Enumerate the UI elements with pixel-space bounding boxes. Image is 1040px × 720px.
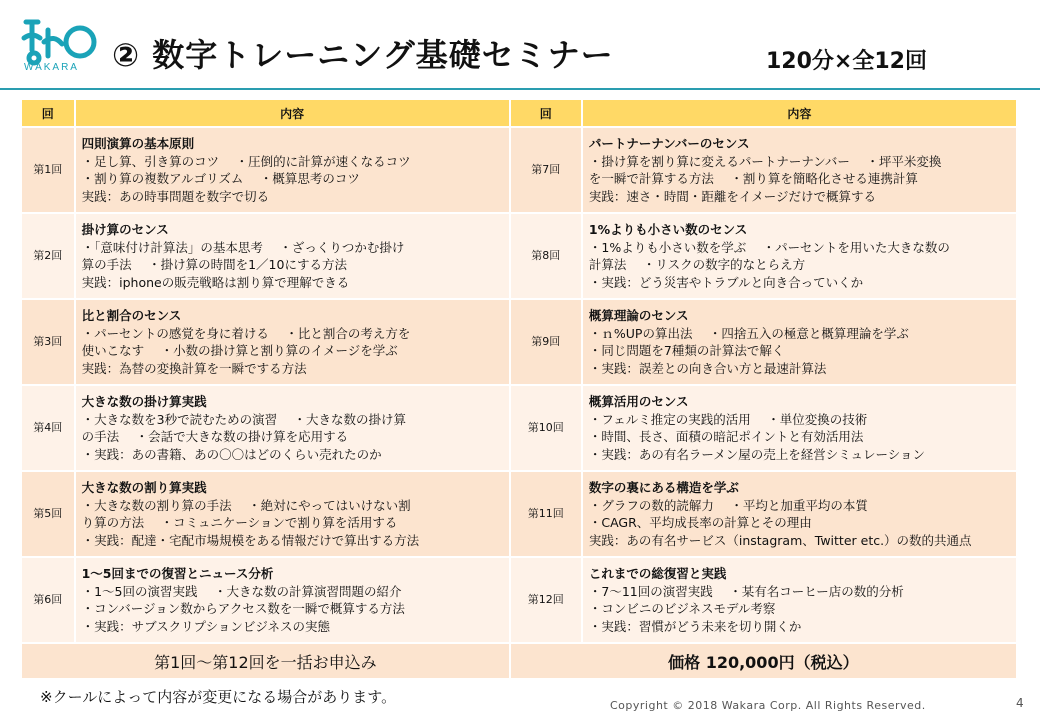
session-number: 第6回 (21, 557, 75, 643)
session-detail-line: 実践：速さ・時間・距離をイメージだけで概算する (588, 188, 877, 204)
session-content (582, 127, 1017, 213)
session-content (75, 127, 510, 213)
session-title: 1～5回までの復習とニュース分析 (81, 566, 274, 581)
session-title: 1%よりも小さい数のセンス (588, 222, 748, 237)
session-detail-line: ・コンビニのビジネスモデル考察 (588, 601, 776, 616)
session-detail-line: ・「意味付け計算法」の基本思考 ・ざっくりつかむ掛け (81, 239, 405, 255)
table-row (21, 385, 1017, 471)
session-detail-line: り算の方法 ・コミュニケーションで割り算を活用する (81, 515, 398, 530)
session-detail-line: ・パーセントの感覚を身に着ける ・比と割合の考え方を (81, 325, 411, 341)
header-content-right: 内容 (582, 99, 1017, 127)
session-content (75, 385, 510, 471)
session-detail-line: ・ｎ%UPの算出法 ・四捨五入の極意と概算理論を学ぶ (588, 325, 909, 341)
session-detail-line: 使いこなす ・小数の掛け算と割り算のイメージを学ぶ (81, 343, 398, 358)
session-detail-line: ・実践：配達・宅配市場規模をある情報だけで算出する方法 (81, 532, 420, 548)
session-detail-line: 実践：為替の変換計算を一瞬でする方法 (81, 360, 307, 376)
session-title: 概算理論のセンス (588, 308, 689, 323)
table-footer-row (21, 643, 1017, 679)
session-detail-line: ・フェルミ推定の実践的活用 ・単位変換の技術 (588, 411, 868, 427)
session-content (582, 299, 1017, 385)
session-detail-line: ・実践：あの有名ラーメン屋の売上を経営シミュレーション (588, 446, 926, 462)
table-row (21, 299, 1017, 385)
session-detail-line: を一瞬で計算する方法 ・割り算を簡略化させる連携計算 (588, 171, 918, 186)
session-number: 第3回 (21, 299, 75, 385)
session-detail-line: 計算法 ・リスクの数字的なとらえ方 (588, 257, 806, 272)
session-title: 比と割合のセンス (81, 308, 182, 323)
session-number: 第12回 (510, 557, 582, 643)
session-detail-line: の手法 ・会話で大きな数の掛け算を応用する (81, 429, 349, 444)
session-number: 第2回 (21, 213, 75, 299)
session-title: 掛け算のセンス (81, 222, 169, 237)
content-change-note: ※クールによって内容が変更になる場合があります。 (40, 688, 397, 706)
session-detail-line: 算の手法 ・掛け算の時間を1／10にする方法 (81, 257, 347, 272)
table-row (21, 213, 1017, 299)
page-title: ② 数字トレーニング基礎セミナー (112, 36, 614, 74)
header-num-right: 回 (510, 99, 582, 127)
page-subtitle: 120分×全12回 (766, 49, 927, 74)
session-title: 大きな数の掛け算実践 (81, 394, 207, 409)
session-detail-line: ・足し算、引き算のコツ ・圧倒的に計算が速くなるコツ (81, 153, 411, 169)
session-content (582, 557, 1017, 643)
slide-header (0, 0, 1040, 88)
table-row (21, 127, 1017, 213)
session-number: 第11回 (510, 471, 582, 557)
session-number: 第4回 (21, 385, 75, 471)
table-header-row (21, 99, 1017, 127)
session-title: 四則演算の基本原則 (81, 136, 195, 151)
session-detail-line: ・7～11回の演習実践 ・某有名コーヒー店の数的分析 (588, 583, 904, 599)
session-number: 第5回 (21, 471, 75, 557)
session-detail-line: ・コンバージョン数からアクセス数を一瞬で概算する方法 (81, 601, 405, 616)
session-detail-line: ・実践：サブスクリプションビジネスの実態 (81, 618, 330, 634)
session-number: 第8回 (510, 213, 582, 299)
session-detail-line: ・大きな数を3秒で読むための演習 ・大きな数の掛け算 (81, 411, 407, 427)
session-content (75, 213, 510, 299)
session-title: 大きな数の割り算実践 (81, 480, 207, 495)
copyright: Copyright © 2018 Wakara Corp. All Rights Reserved. (610, 699, 926, 712)
session-title: 数字の裏にある構造を学ぶ (588, 480, 739, 495)
page-number: 4 (1016, 696, 1024, 710)
session-content (582, 213, 1017, 299)
session-detail-line: 実践：iphoneの販売戦略は割り算で理解できる (81, 274, 350, 290)
session-content (582, 471, 1017, 557)
session-title: パートナーナンバーのセンス (588, 136, 750, 151)
table-row (21, 557, 1017, 643)
session-detail-line: ・実践：誤差との向き合い方と最速計算法 (588, 360, 827, 376)
session-number: 第1回 (21, 127, 75, 213)
session-detail-line: ・グラフの数的読解力 ・平均と加重平均の本質 (588, 497, 868, 513)
header-num-left: 回 (21, 99, 75, 127)
session-detail-line: ・実践：習慣がどう未来を切り開くか (588, 618, 802, 634)
price: 価格 120,000円（税込） (510, 643, 1017, 679)
session-detail-line: ・同じ問題を7種類の計算法で解く (588, 343, 785, 358)
session-number: 第7回 (510, 127, 582, 213)
table-row (21, 471, 1017, 557)
session-detail-line: 実践：あの時事問題を数字で切る (81, 188, 270, 204)
header-content-left: 内容 (75, 99, 510, 127)
session-detail-line: ・1～5回の演習実践 ・大きな数の計算演習問題の紹介 (81, 583, 402, 599)
header-divider (0, 88, 1040, 90)
session-title: これまでの総復習と実践 (588, 566, 727, 581)
session-detail-line: 実践：あの有名サービス（instagram、Twitter etc.）の数的共通点 (588, 532, 972, 548)
seminar-schedule-table (20, 98, 1018, 680)
session-detail-line: ・割り算の複数アルゴリズム ・概算思考のコツ (81, 171, 360, 186)
session-detail-line: ・CAGR、平均成長率の計算とその理由 (588, 515, 812, 530)
session-content (582, 385, 1017, 471)
session-detail-line: ・掛け算を割り算に変えるパートナーナンバー ・坪平米変換 (588, 153, 942, 169)
session-content (75, 299, 510, 385)
session-detail-line: ・時間、長さ、面積の暗記ポイントと有効活用法 (588, 429, 864, 444)
session-detail-line: ・1%よりも小さい数を学ぶ ・パーセントを用いた大きな数の (588, 239, 950, 255)
session-title: 概算活用のセンス (588, 394, 689, 409)
session-detail-line: ・実践：あの書籍、あの〇〇はどのくらい売れたのか (81, 446, 382, 462)
session-detail-line: ・大きな数の割り算の手法 ・絶対にやってはいけない割 (81, 497, 411, 513)
bundle-application: 第1回～第12回を一括お申込み (21, 643, 510, 679)
session-detail-line: ・実践：どう災害やトラブルと向き合っていくか (588, 274, 864, 290)
session-number: 第10回 (510, 385, 582, 471)
logo-wordmark: WAKARA (24, 62, 79, 73)
session-content (75, 471, 510, 557)
session-number: 第9回 (510, 299, 582, 385)
session-content (75, 557, 510, 643)
